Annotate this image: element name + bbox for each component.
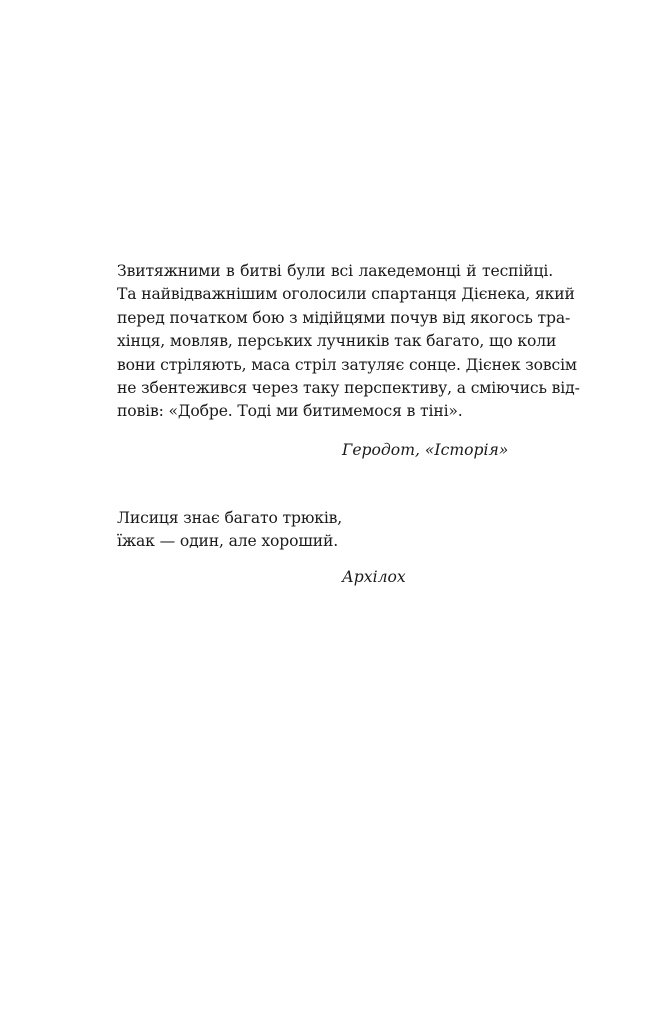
epigraph-line: не збентежився через таку перспективу, а сміючись від-: [117, 379, 580, 398]
epigraph-herodotus: [117, 260, 580, 424]
epigraph-line: повів: «Добре. Тоді ми битимемося в тіні».: [117, 402, 463, 421]
epigraph-archilochus: [117, 507, 553, 554]
attribution-herodotus: Геродот, «Історія»: [342, 441, 509, 459]
epigraph-line: перед початком бою з мідійцями почув від якогось тра-: [117, 308, 571, 327]
epigraph-line: Лисиця знає багато трюків,: [117, 509, 343, 527]
epigraph-line: хінця, мовляв, перських лучників так багато, що коли: [117, 332, 557, 351]
epigraph-line: Та найвідважнішим оголосили спартанця Дієнека, який: [117, 285, 575, 304]
epigraph-line: вони стріляють, маса стріл затуляє сонце. Дієнек зовсім: [117, 355, 577, 374]
epigraph-line: Звитяжними в битві були всі лакедемонці й теспійці.: [117, 262, 553, 280]
attribution-archilochus: Архілох: [342, 568, 406, 586]
epigraph-line: їжак — один, але хороший.: [117, 532, 339, 551]
